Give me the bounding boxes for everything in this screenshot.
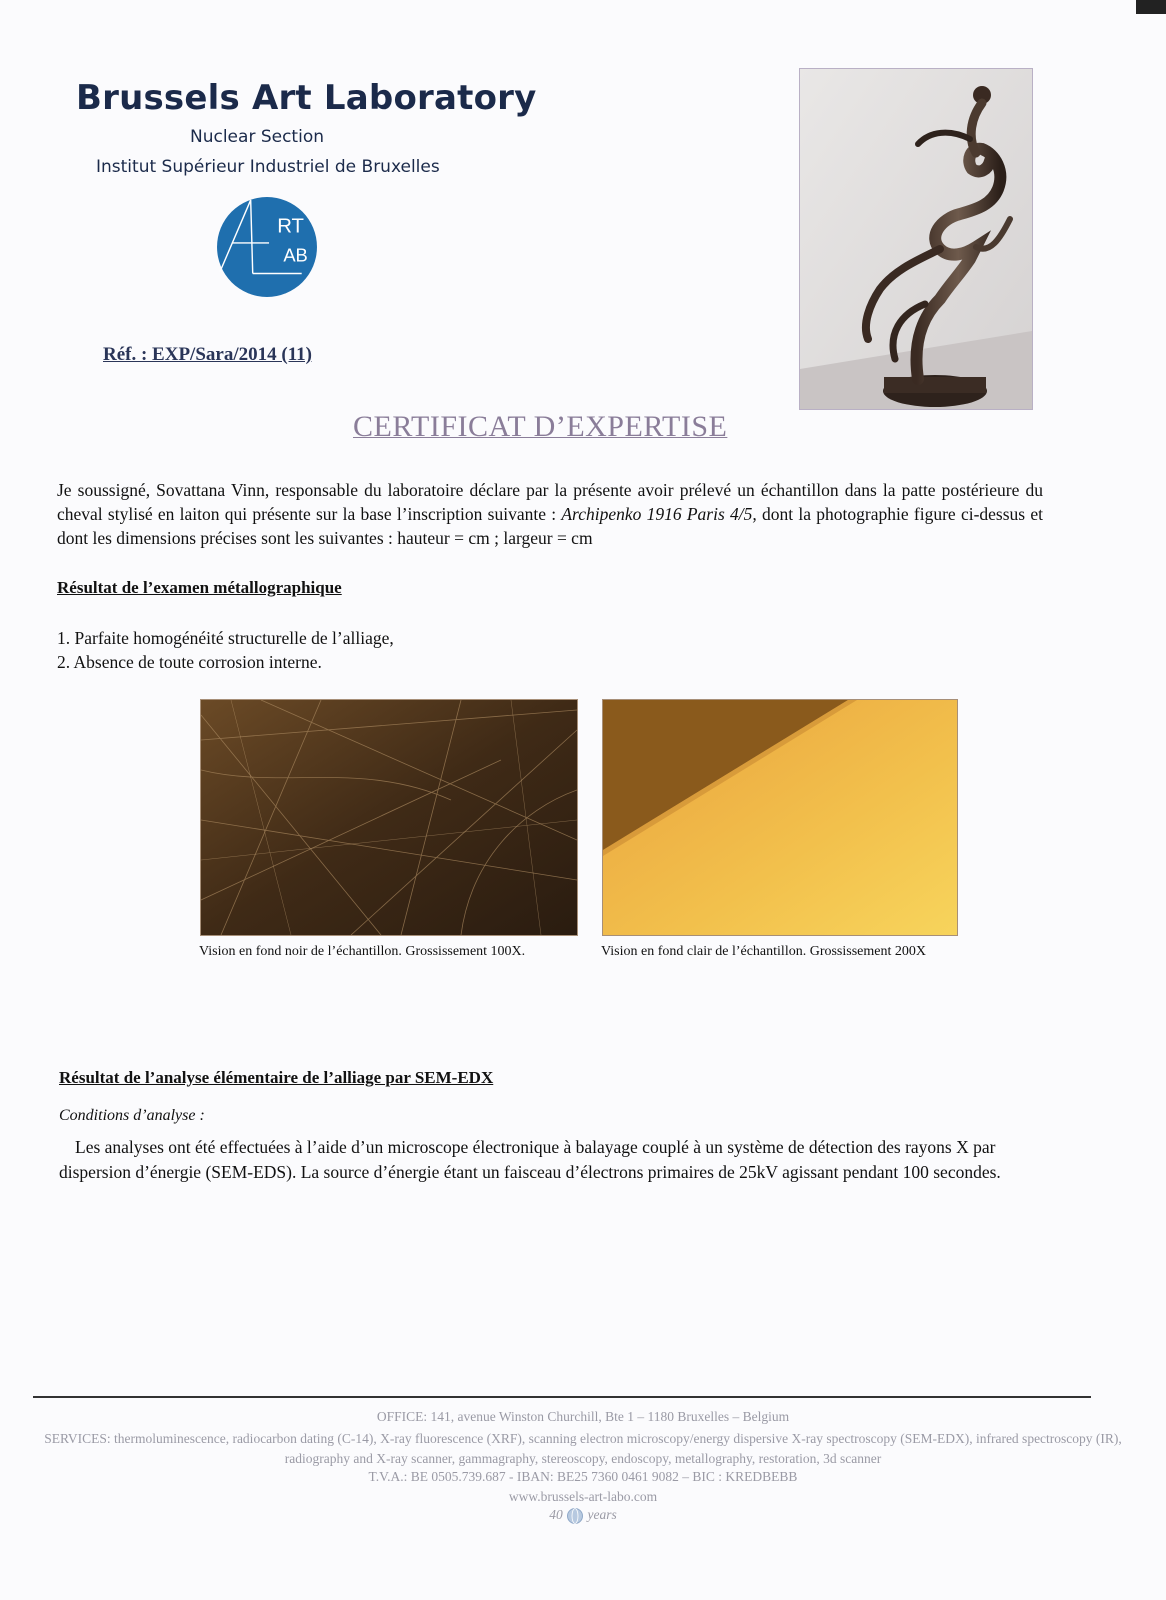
office-address: OFFICE: 141, avenue Winston Churchill, Bte 1 – 1180 Bruxelles – Belgium — [376, 1409, 790, 1424]
services-list: SERVICES: thermoluminescence, radiocarbon dating (C-14), X-ray fluorescence (XRF), scanning electron microscopy/energy dispersive X-ray spectroscopy (SEM-EDX), infrared spectroscopy (IR), radiography and X-ray scanner, gammagraphy, stereoscopy, endoscopy, metallography, restoration, 3d scanner — [44, 1431, 1122, 1466]
dark-field-caption: Vision en fond noir de l’échantillon. Grossissement 100X. — [199, 944, 526, 959]
scan-edge-mark — [1136, 0, 1166, 14]
reference-number: Réf. : EXP/Sara/2014 (11) — [103, 344, 312, 365]
list-item: 2. Absence de toute corrosion interne. — [57, 652, 322, 672]
dark-field-micrograph — [200, 699, 578, 936]
svg-text:AB: AB — [283, 244, 308, 266]
anniversary-number: 40 — [549, 1507, 563, 1523]
intro-text-start: Je soussigné, Sovattana Vinn, responsable du laboratoire déclare par la présente avoir prélevé un échantillon dans la patte postérieure du cheval stylisé en laiton qui présente sur la base l’inscription suivante : — [57, 480, 1043, 524]
bright-field-micrograph — [602, 699, 958, 936]
lab-name: Brussels Art Laboratory — [76, 78, 537, 118]
conditions-paragraph: Les analyses ont été effectuées à l’aide d’un microscope électronique à balayage couplé à un système de détection des rayons X par dispersion d’énergie (SEM-EDS). La source d’énergie étant un faisceau d’électrons primaires de 25kV agissant pendant 100 secondes. — [59, 1137, 1001, 1182]
conditions-label: Conditions d’analyse : — [59, 1107, 205, 1124]
website-link[interactable]: www.brussels-art-labo.com — [508, 1489, 658, 1504]
intro-text-end: dont la photographie figure ci-dessus et dont les dimensions précises sont les suivantes : hauteur = cm ; largeur = cm — [57, 504, 1043, 548]
metallography-heading: Résultat de l’examen métallographique — [57, 578, 342, 597]
tax-bank-info: T.V.A.: BE 0505.739.687 - IBAN: BE25 7360 0461 9082 – BIC : KREDBEBB — [368, 1469, 798, 1484]
artlab-logo-icon — [216, 196, 318, 298]
anniversary-word: years — [587, 1507, 617, 1523]
inscription-text: Archipenko 1916 Paris 4/5, — [561, 504, 757, 524]
intro-paragraph — [57, 478, 1043, 550]
list-item: 1. Parfaite homogénéité structurelle de l’alliage, — [57, 628, 394, 648]
lab-institute: Institut Supérieur Industriel de Bruxelles — [96, 157, 440, 177]
svg-text:RT: RT — [277, 215, 305, 238]
footer-divider — [33, 1396, 1091, 1398]
bright-field-caption: Vision en fond clair de l’échantillon. Grossissement 200X — [601, 944, 926, 959]
sculpture-photo — [799, 68, 1033, 410]
sem-edx-heading: Résultat de l’analyse élémentaire de l’alliage par SEM-EDX — [59, 1068, 494, 1087]
anniversary-mark — [40, 1507, 1126, 1525]
lab-section: Nuclear Section — [190, 127, 324, 147]
globe-icon — [566, 1507, 584, 1525]
certificate-title: CERTIFICAT D’EXPERTISE — [353, 410, 728, 443]
metallography-results-list — [57, 626, 394, 674]
